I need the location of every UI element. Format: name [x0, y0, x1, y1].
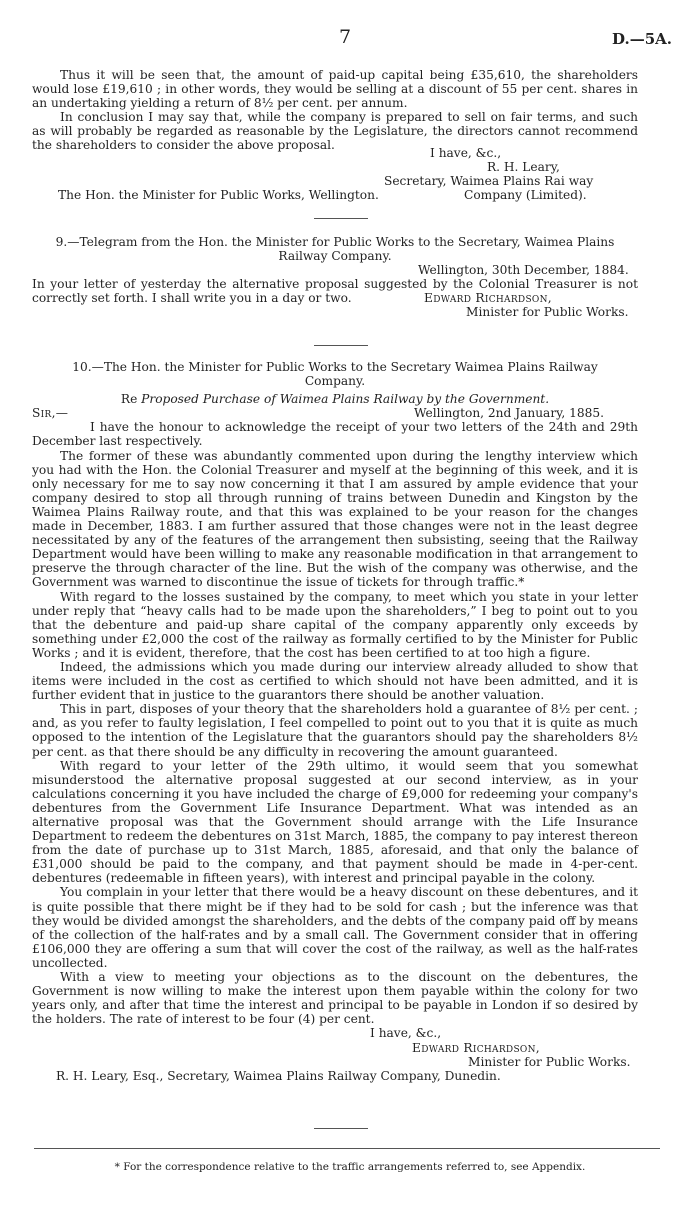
- paragraph: You complain in your letter that there would be a heavy discount on these debentures, and it is quite possible that there might be if they had to be sold for cash ; but the inference was that they would be divided amongst the shareholders, and the debts of the company paid off by means of the collection of the half-rates and by a small call. The Government consider that in offering £106,000 they are offering a sum that will cover the cost of the railway, as well as the half-rates uncollected.: [32, 885, 638, 970]
- section-divider: [314, 218, 368, 219]
- signatory-role: Company (Limited).: [464, 188, 587, 203]
- subject-prefix: Re: [120, 392, 138, 407]
- recipient: The Hon. the Minister for Public Works, Wellington.: [58, 188, 379, 203]
- signatory: Edward Richardson,: [412, 1040, 540, 1055]
- closing: I have, &c.,: [430, 146, 502, 160]
- recipient: R. H. Leary, Esq., Secretary, Waimea Plains Railway Company, Dunedin.: [56, 1068, 501, 1083]
- paragraph: With regard to the losses sustained by the company, to meet which you state in your letter under reply that “heavy calls had to be made upon the shareholders,” I beg to point out to you that the debenture and paid-up share capital of the company apparently only exceeds by something under £2,000 the cost of the railway as formally certified to by the Minister for Public Works ; and it is evident, therefore, that the cost has been certified to at too high a figure.: [32, 589, 638, 660]
- section-divider: [314, 1128, 368, 1129]
- place-date: Wellington, 2nd January, 1885.: [414, 406, 605, 421]
- paragraph: Indeed, the admissions which you made during our interview already alluded to show that items were included in the cost as certified to which should not have been admitted, and it is further evident that in justice to the guarantors there should be another valuation.: [32, 659, 638, 703]
- signatory-role: Secretary, Waimea Plains Rai way: [384, 174, 594, 189]
- letter-8-signature: [32, 146, 638, 202]
- signatory-role: Minister for Public Works.: [466, 305, 629, 320]
- subject-text: Proposed Purchase of Waimea Plains Railway by the Government.: [141, 392, 550, 407]
- signatory-role: Minister for Public Works.: [468, 1054, 631, 1069]
- paragraph: With regard to your letter of the 29th ultimo, it would seem that you somewhat misunderstood the alternative proposal suggested at our second interview, as in your calculations concerning it you have included the charge of £9,000 for redeeming your company's debentures from the Government Life Insurance Department. What was intended as an alternative proposal was that the Government should arrange with the Life Insurance Department to redeem the debentures on 31st March, 1885, the company to pay interest thereon from the date of purchase up to 31st March, 1885, aforesaid, and that only the balance of £31,000 should be paid to the company, and that payment should be made in 4-per-cent. debentures (redeemable in fifteen years), with interest and principal payable in the colony.: [32, 758, 638, 886]
- letter-10: [32, 360, 638, 1083]
- place-date: Wellington, 30th December, 1884.: [418, 263, 629, 278]
- paragraph: I have the honour to acknowledge the receipt of your two letters of the 24th and 29th December last respectively.: [32, 420, 638, 449]
- telegram-heading: 9.—Telegram from the Hon. the Minister for Public Works to the Secretary, Waimea Plains: [55, 235, 615, 249]
- letter-heading-continued: Company.: [304, 374, 366, 389]
- telegram-9: [32, 235, 638, 320]
- paragraph: Thus it will be seen that, the amount of paid-up capital being £35,610, the shareholders would lose £19,610 ; in other words, they would be selling at a discount of 55 per cent. shares in an undertaking yielding a return of 8½ per cent. per annum.: [32, 68, 638, 111]
- paragraph: The former of these was abundantly commented upon during the lengthy interview which you had with the Hon. the Colonial Treasurer and myself at the beginning of this week, and it is only necessary for me to say now concerning it that I am assured by ample evidence that your company desired to stop all through running of trains between Dunedin and Kingston by the Waimea Plains Railway route, and that this was explained to be your reason for the changes made in December, 1883. I am further assured that those changes were not in the least degree necessitated by any of the features of the arrangement then subsisting, seeing that the Railway Department would have been willing to make any reasonable modification in that arrangement to preserve the through character of the line. But the wish of the company was otherwise, and the Government was warned to discontinue the issue of tickets for through traffic.*: [32, 448, 638, 590]
- telegram-text: In your letter of yesterday the alternative proposal suggested by the Colonial Treasurer is not correctly set forth. I shall write you in a day or two.: [32, 277, 638, 306]
- letter-heading: 10.—The Hon. the Minister for Public Works to the Secretary Waimea Plains Railway: [72, 360, 598, 374]
- telegram-heading-continued: Railway Company.: [278, 249, 392, 264]
- page-number: 7: [338, 26, 352, 48]
- closing: I have, &c.,: [370, 1026, 442, 1041]
- document-reference: D.—5A.: [612, 30, 672, 48]
- footnote: * For the correspondence relative to the traffic arrangements referred to, see Appendix.: [114, 1161, 586, 1173]
- paragraph: With a view to meeting your objections as to the discount on the debentures, the Government is now willing to make the interest upon them payable within the colony for two years only, and after that time the interest and principal to be payable in London if so desired by the holders. The rate of interest to be four (4) per cent.: [32, 970, 638, 1027]
- letter-subject: [32, 392, 638, 406]
- salutation: Sir,—: [32, 406, 69, 421]
- paragraph: In conclusion I may say that, while the company is prepared to sell on fair terms, and such as will probably be regarded as reasonable by the Legislature, the directors cannot recommend the shareholders to consider the above proposal.: [32, 110, 638, 153]
- paragraph: This in part, disposes of your theory that the shareholders hold a guarantee of 8½ per cent. ; and, as you refer to faulty legislation, I feel compelled to point out to you that it is quite as much opposed to the intention of the Legislature that the guarantors should pay the shareholders 8½ per cent. as that there should be any difficulty in recovering the amount guaranteed.: [32, 702, 638, 759]
- letter-8-body: [32, 68, 638, 153]
- signatory: R. H. Leary,: [487, 160, 560, 175]
- signatory: Edward Richardson,: [418, 291, 552, 305]
- section-divider: [314, 345, 368, 346]
- footnote-rule: [34, 1148, 660, 1149]
